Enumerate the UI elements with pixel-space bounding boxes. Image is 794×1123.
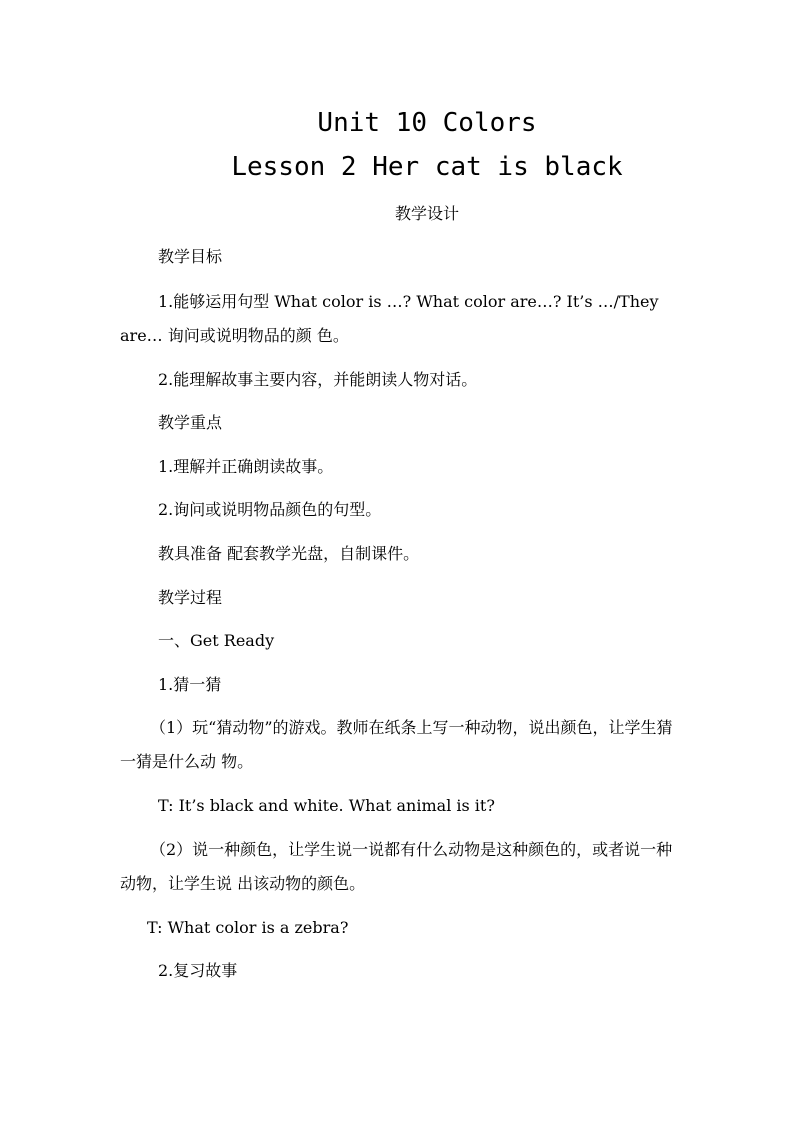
step-review-story: 2.复习故事	[158, 961, 238, 980]
objective-1: 1.能够运用句型 What color is …? What color are…? It’s …/They are… 询问或说明物品的颜 色。	[120, 292, 659, 345]
document-subtitle: 教学设计	[394, 204, 459, 223]
unit-title: Unit 10 Colors	[317, 108, 537, 138]
teaching-aids: 教具准备 配套教学光盘，自制课件。	[158, 544, 420, 563]
activity-2: （2）说一种颜色，让学生说一说都有什么动物是这种颜色的，或者说一种动物，让学生说 出该动物的颜色。	[120, 840, 673, 893]
step-guess: 1.猜一猜	[158, 675, 222, 694]
dialogue-2: T: What color is a zebra?	[147, 918, 349, 937]
key-point-2: 2.询问或说明物品颜色的句型。	[158, 500, 382, 519]
section-heading-process: 教学过程	[158, 588, 223, 607]
lesson-title: Lesson 2 Her cat is black	[231, 152, 623, 182]
activity-1: （1）玩“猜动物”的游戏。教师在纸条上写一种动物，说出颜色，让学生猜一猜是什么动 物。	[120, 718, 673, 771]
objective-2: 2.能理解故事主要内容，并能朗读人物对话。	[158, 370, 478, 389]
key-point-1: 1.理解并正确朗读故事。	[158, 457, 334, 476]
section-heading-key-points: 教学重点	[158, 413, 223, 432]
dialogue-1: T: It’s black and white. What animal is it?	[158, 796, 495, 815]
step-get-ready: 一、Get Ready	[158, 631, 275, 650]
section-heading-objectives: 教学目标	[158, 247, 223, 266]
